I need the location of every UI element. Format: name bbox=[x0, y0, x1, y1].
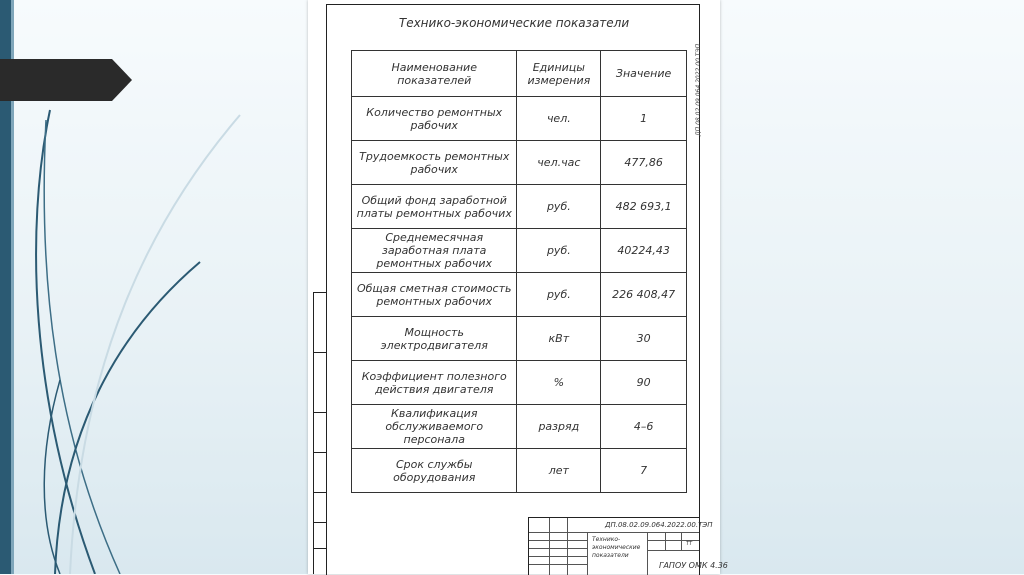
table-row bbox=[352, 185, 687, 229]
table-row bbox=[352, 317, 687, 361]
stamp-line bbox=[549, 518, 550, 575]
stamp-line bbox=[567, 518, 568, 575]
indicator-name: Общая сметная стоимость ремонтных рабочих bbox=[352, 273, 517, 317]
side-strip-cell bbox=[314, 452, 327, 493]
stamp-line bbox=[529, 556, 587, 557]
indicator-unit: разряд bbox=[517, 405, 601, 449]
indicator-value: 7 bbox=[601, 449, 687, 493]
table-row bbox=[352, 97, 687, 141]
indicator-name: Трудоемкость ремонтных рабочих bbox=[352, 141, 517, 185]
side-strip-cell bbox=[314, 352, 327, 413]
indicator-value: 90 bbox=[601, 361, 687, 405]
title-block-stamp bbox=[528, 517, 728, 575]
table-row bbox=[352, 141, 687, 185]
indicator-name: Срок службы оборудования bbox=[352, 449, 517, 493]
side-strip-cell bbox=[314, 522, 327, 549]
indicator-name: Среднемесячная заработная плата ремонтных рабочих bbox=[352, 229, 517, 273]
side-strip-cell bbox=[314, 548, 327, 575]
indicator-unit: кВт bbox=[517, 317, 601, 361]
table-row bbox=[352, 229, 687, 273]
table-row bbox=[352, 273, 687, 317]
drawing-sheet bbox=[308, 0, 728, 574]
indicator-value: 4–6 bbox=[601, 405, 687, 449]
header-name: Наименование показателей bbox=[352, 51, 517, 97]
indicator-unit: % bbox=[517, 361, 601, 405]
indicator-name: Количество ремонтных рабочих bbox=[352, 97, 517, 141]
indicator-unit: руб. bbox=[517, 229, 601, 273]
side-binding-strip bbox=[313, 292, 326, 574]
stamp-line bbox=[529, 540, 587, 541]
stamp-sheet: ТТ bbox=[686, 541, 693, 547]
indicator-unit: чел. bbox=[517, 97, 601, 141]
stamp-line bbox=[647, 550, 699, 551]
indicator-unit: чел.час bbox=[517, 141, 601, 185]
header-unit: Единицы измерения bbox=[517, 51, 601, 97]
header-value: Значение bbox=[601, 51, 687, 97]
indicator-unit: лет bbox=[517, 449, 601, 493]
table-row bbox=[352, 449, 687, 493]
indicator-value: 40224,43 bbox=[601, 229, 687, 273]
indicator-value: 226 408,47 bbox=[601, 273, 687, 317]
indicators-table bbox=[351, 50, 687, 493]
indicator-value: 1 bbox=[601, 97, 687, 141]
table-header-row bbox=[352, 51, 687, 97]
indicator-name: Коэффициент полезного действия двигателя bbox=[352, 361, 517, 405]
side-strip-cell bbox=[314, 412, 327, 453]
table-row bbox=[352, 405, 687, 449]
side-strip-cell bbox=[314, 292, 327, 353]
indicator-value: 30 bbox=[601, 317, 687, 361]
indicator-name: Мощность электродвигателя bbox=[352, 317, 517, 361]
stamp-line bbox=[529, 548, 587, 549]
indicator-value: 482 693,1 bbox=[601, 185, 687, 229]
vertical-document-code: ДП.08.02.09.064.2022.00 ТЭП bbox=[695, 43, 702, 136]
stamp-document-title: Технико-экономические показатели bbox=[592, 536, 641, 559]
stamp-document-code: ДП.08.02.09.064.2022.00.ТЭП bbox=[605, 521, 713, 529]
indicator-name: Квалификация обслуживаемого персонала bbox=[352, 405, 517, 449]
stamp-line bbox=[529, 564, 587, 565]
table-row bbox=[352, 361, 687, 405]
decorative-swoosh bbox=[0, 0, 300, 574]
indicator-value: 477,86 bbox=[601, 141, 687, 185]
document-title: Технико-экономические показатели bbox=[398, 16, 630, 30]
stamp-line bbox=[665, 532, 666, 550]
indicator-name: Общий фонд заработной платы ремонтных рабочих bbox=[352, 185, 517, 229]
stamp-line bbox=[681, 532, 682, 550]
indicator-unit: руб. bbox=[517, 273, 601, 317]
stamp-line bbox=[587, 532, 588, 575]
side-strip-cell bbox=[314, 492, 327, 523]
stamp-line bbox=[529, 532, 699, 533]
indicator-unit: руб. bbox=[517, 185, 601, 229]
stamp-organization: ГАПОУ ОМК 4.36 bbox=[659, 561, 728, 570]
